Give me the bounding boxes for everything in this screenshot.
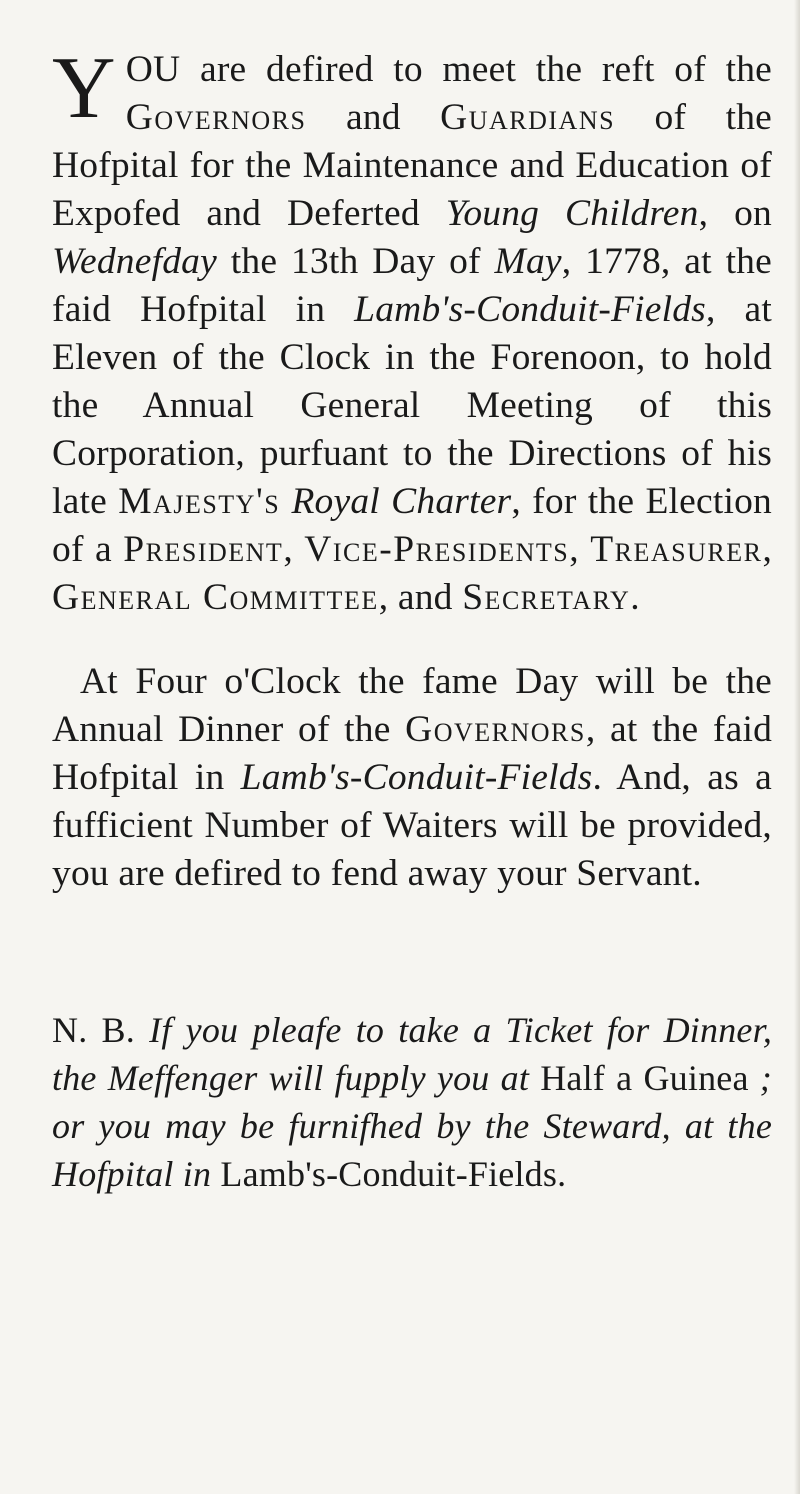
text-run: and (345, 97, 401, 138)
text-run: . And, as a fufficient Number of Waiters will be provided, you are defired to fend away your Servant. (52, 757, 772, 894)
drop-cap-letter: Y (52, 40, 116, 137)
text-run: , 1778, at the faid Hofpital in (52, 241, 772, 330)
punctuation: , (378, 577, 389, 618)
governors-term: Governors (125, 97, 307, 138)
text-run: , at Eleven of the Clock in the Forenoon, to hold the Annual General Meeting of this Corporation, purfuant to the Directions of his late (52, 289, 772, 522)
nota-bene-label: N. B. (52, 1010, 135, 1050)
punctuation: , (569, 529, 579, 570)
meeting-weekday: Wednefday (52, 241, 217, 282)
text-run: OU are defired to meet the reft of the (125, 49, 772, 90)
meeting-paragraph (52, 40, 773, 622)
punctuation: , (762, 529, 773, 570)
majesty-term: Majesty's (118, 481, 281, 522)
text-run: If you pleafe to take a Ticket for Dinner (149, 1010, 763, 1050)
office-treasurer: Treasurer (590, 529, 763, 570)
office-general-committee: General Committee (52, 577, 379, 618)
text-run: and (397, 577, 453, 618)
text-run: ; or you may be furnifhed by the Steward, at the Hofpital in (52, 1058, 772, 1194)
text-run: At Four o'Clock the fame Day will be the Annual Dinner of the (52, 661, 772, 750)
young-children-term: Young Children (445, 193, 699, 234)
nota-bene-paragraph (52, 1006, 772, 1198)
guardians-term: Guardians (440, 97, 616, 138)
royal-charter-term: Royal Charter (291, 481, 512, 522)
dinner-place: Lamb's-Conduit-Fields (240, 757, 593, 798)
meeting-month: May (494, 241, 562, 282)
text-run: the 13th Day of (230, 241, 481, 282)
steward-place: Lamb's-Conduit-Fields. (220, 1154, 567, 1194)
punctuation: . (630, 577, 640, 618)
text-run: , on (698, 193, 772, 234)
text-run: , for the Election of a (52, 481, 772, 570)
office-president: President (123, 529, 284, 570)
text-run: of the Hofpital for the Maintenance and Education of Expofed and Deferted (52, 97, 773, 234)
dinner-paragraph (52, 658, 772, 898)
page-edge-shadow (794, 0, 800, 1494)
office-vice-presidents: Vice-Presidents (304, 529, 570, 570)
punctuation: , (283, 529, 293, 570)
text-run: , at the faid Hofpital in (52, 709, 773, 798)
text-run: , the Meffenger will fupply you at (52, 1010, 773, 1098)
ticket-price: Half a Guinea (540, 1058, 749, 1098)
office-secretary: Secretary (462, 577, 631, 618)
meeting-notice (52, 40, 773, 1198)
meeting-place: Lamb's-Conduit-Fields (354, 289, 706, 330)
governors-term: Governors (405, 709, 586, 750)
